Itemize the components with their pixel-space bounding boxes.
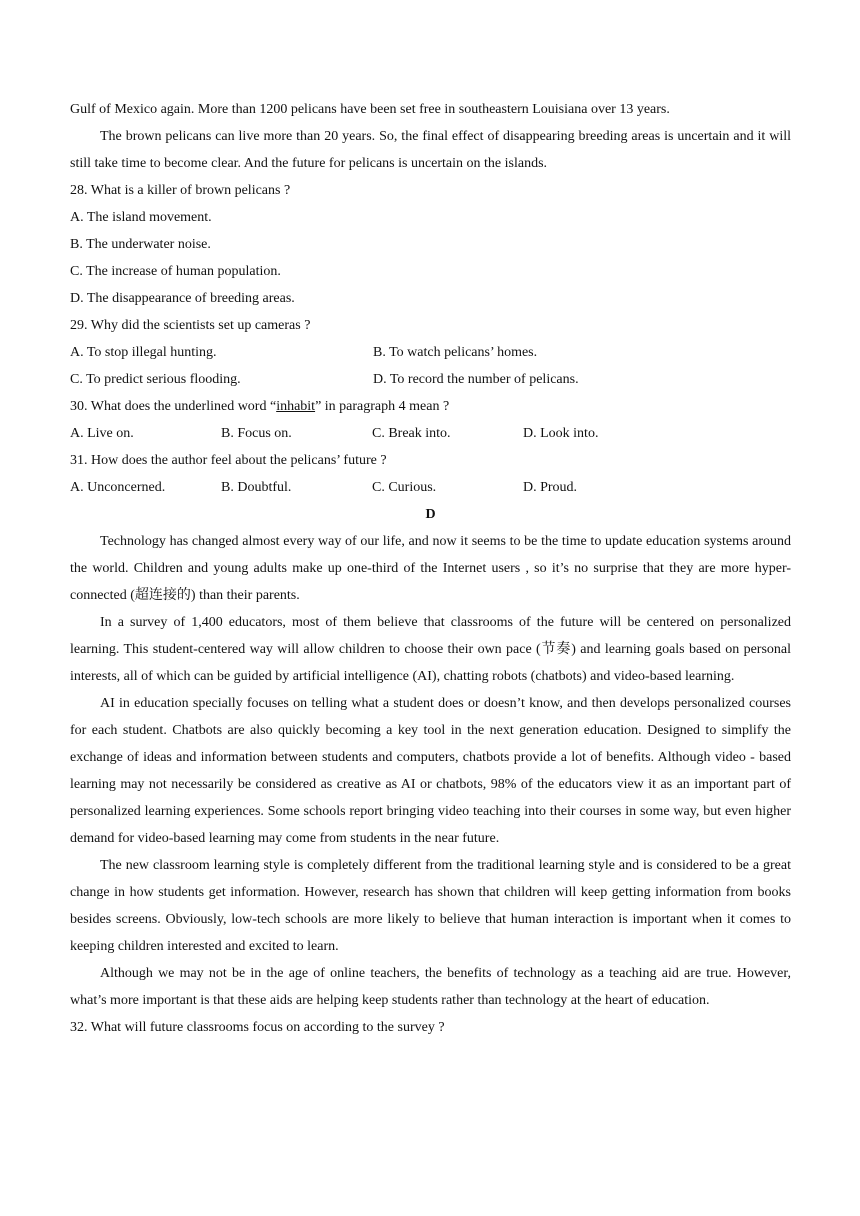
q29-options-row-1	[70, 339, 791, 366]
question-29: 29. Why did the scientists set up cameras ?	[70, 318, 311, 333]
q29-option-a: A. To stop illegal hunting.	[70, 345, 217, 360]
q30-option-a: A. Live on.	[70, 426, 134, 441]
question-30	[70, 393, 791, 420]
q30-option-b: B. Focus on.	[221, 426, 292, 441]
q31-option-d: D. Proud.	[523, 480, 578, 495]
q30-options-row	[70, 420, 791, 447]
q29-option-c: C. To predict serious flooding.	[70, 372, 241, 387]
q29-option-b: B. To watch pelicans’ homes.	[373, 345, 538, 360]
passage-c-final-paragraph: The brown pelicans can live more than 20 years. So, the final effect of disappearing breeding areas is uncertain and it will still take time to become clear. And the future for pelicans is uncertain on the islands.	[70, 129, 791, 171]
section-d-heading: D	[425, 507, 436, 522]
section-d-paragraph-2: In a survey of 1,400 educators, most of them believe that classrooms of the future will be centered on personalized learning. This student-centered way will allow children to choose their own pace (节奏) and learning goals based on personal interests, all of which can be guided by artificial intelligence (AI), chatting robots (chatbots) and video-based learning.	[70, 615, 791, 684]
q30-question-end: ” in paragraph 4 mean ?	[315, 399, 450, 414]
section-d-paragraph-4: The new classroom learning style is completely different from the traditional learning style and is considered to be a great change in how students get information. However, research has shown that children will keep getting information from books besides screens. Obviously, low-tech schools are more likely to believe that human interaction is important when it comes to keeping children interested and excited to learn.	[70, 858, 791, 954]
q30-underlined-word: inhabit	[276, 399, 316, 414]
q31-option-c: C. Curious.	[372, 480, 437, 495]
q31-option-b: B. Doubtful.	[221, 480, 292, 495]
q28-option-c: C. The increase of human population.	[70, 264, 281, 279]
exam-page	[70, 96, 791, 1041]
section-d-paragraph-1: Technology has changed almost every way of our life, and now it seems to be the time to update education systems around the world. Children and young adults make up one-third of the Internet users , so it’s no surprise that they are more hyper-connected (超连接的) than their parents.	[70, 534, 791, 603]
q30-question-start: 30. What does the underlined word “	[70, 399, 277, 414]
section-d-paragraph-5: Although we may not be in the age of online teachers, the benefits of technology as a teaching aid are true. However, what’s more important is that these aids are helping keep students rather than technology at the heart of education.	[70, 966, 791, 1008]
q28-option-b: B. The underwater noise.	[70, 237, 211, 252]
question-28: 28. What is a killer of brown pelicans ?	[70, 183, 291, 198]
q31-options-row	[70, 474, 791, 501]
q28-option-a: A. The island movement.	[70, 210, 212, 225]
q30-option-c: C. Break into.	[372, 426, 451, 441]
q28-option-d: D. The disappearance of breeding areas.	[70, 291, 295, 306]
question-31: 31. How does the author feel about the pelicans’ future ?	[70, 453, 387, 468]
q31-option-a: A. Unconcerned.	[70, 480, 166, 495]
section-d-paragraph-3: AI in education specially focuses on telling what a student does or doesn’t know, and then develops personalized courses for each student. Chatbots are also quickly becoming a key tool in the next generation education. Designed to simplify the exchange of ideas and information between students and computers, chatbots provide a lot of benefits. Although video - based learning may not necessarily be considered as creative as AI or chatbots, 98% of the educators view it as an important part of personalized learning experiences. Some schools report bringing video teaching into their courses in some way, but even higher demand for video-based learning may come from students in the near future.	[70, 696, 791, 846]
q30-option-d: D. Look into.	[523, 426, 599, 441]
q29-options-row-2	[70, 366, 791, 393]
q29-option-d: D. To record the number of pelicans.	[373, 372, 579, 387]
question-32: 32. What will future classrooms focus on according to the survey ?	[70, 1020, 445, 1035]
passage-c-continued-line: Gulf of Mexico again. More than 1200 pelicans have been set free in southeastern Louisiana over 13 years.	[70, 102, 670, 117]
